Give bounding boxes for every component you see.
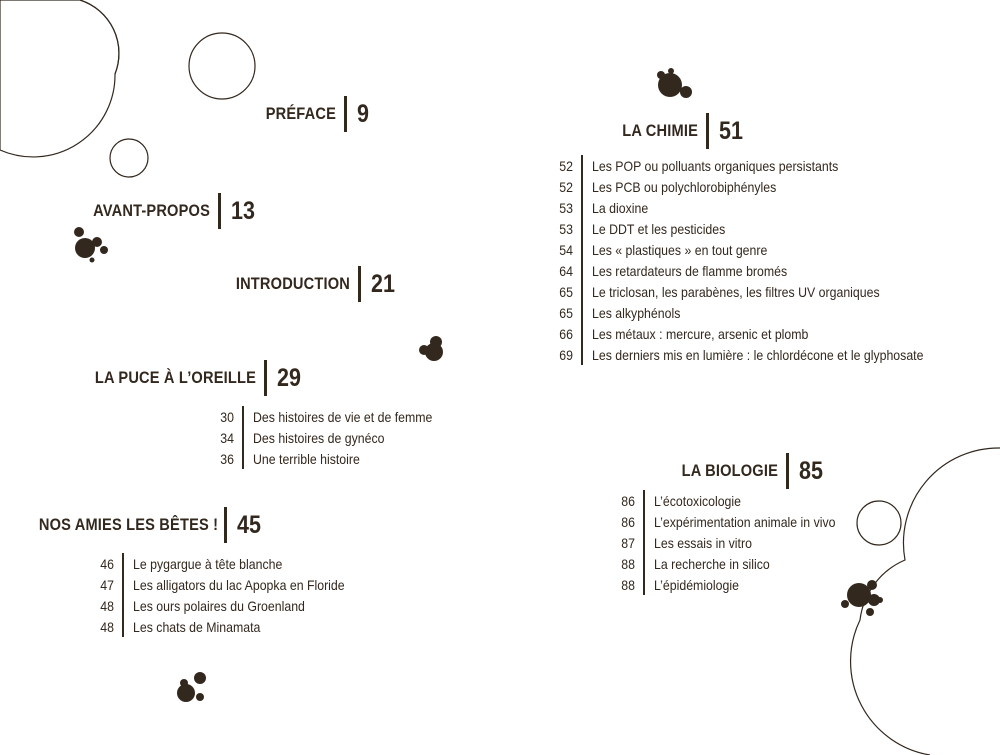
entry-page: 34 [220,429,234,446]
entry-page: 88 [621,555,635,572]
section-page-number: 45 [237,510,261,539]
entry-divider [122,616,124,637]
bubble-outline [857,501,901,545]
toc-entry [539,260,969,281]
entry-title: Des histoires de gynéco [253,429,385,446]
entry-divider [643,574,645,595]
toc-entry [539,218,969,239]
section-title: AVANT-PROPOS [93,201,210,220]
entry-page: 48 [100,618,114,635]
entry-page: 65 [559,283,573,300]
section-page-number: 85 [799,456,823,485]
section-divider [358,266,361,302]
entry-page: 47 [100,576,114,593]
entries-chimie [539,155,969,365]
entry-page: 66 [559,325,573,342]
toc-entry [539,239,969,260]
section-title: LA BIOLOGIE [681,461,778,480]
entry-divider [581,260,583,281]
entry-divider [643,532,645,553]
toc-entry [601,490,860,511]
entry-page: 53 [559,220,573,237]
entry-title: Les chats de Minamata [133,618,261,635]
section-chimie [550,113,747,149]
entry-title: Les PCB ou polychlorobiphényles [592,178,777,195]
entries-biologie [601,490,860,595]
entry-title: Une terrible histoire [253,450,360,467]
entry-divider [581,281,583,302]
entry-title: Les retardateurs de flamme bromés [592,262,788,279]
toc-entry [601,574,860,595]
entry-title: Les essais in vitro [654,534,752,551]
section-page-number: 29 [277,363,301,392]
entry-divider [581,323,583,344]
entry-title: Les derniers mis en lumière : le chlordécone et le glyphosate [592,346,924,363]
section-divider [706,113,709,149]
entry-title: Les métaux : mercure, arsenic et plomb [592,325,809,342]
entry-page: 64 [559,262,573,279]
entry-page: 46 [100,555,114,572]
toc-entry [539,176,969,197]
toc-entry [539,344,969,365]
section-betes [10,507,265,543]
section-introduction [150,266,399,302]
toc-entry [539,155,969,176]
entry-divider [122,595,124,616]
entry-page: 86 [621,513,635,530]
entry-title: La recherche in silico [654,555,770,572]
section-page-number: 9 [357,99,369,128]
entry-page: 88 [621,576,635,593]
entry-divider [581,344,583,365]
toc-entry [539,281,969,302]
entries-puce [200,406,457,469]
section-avant-propos [10,193,259,229]
entry-title: Le pygargue à tête blanche [133,555,283,572]
section-divider [786,453,789,489]
entry-divider [581,197,583,218]
ink-blob [657,68,692,98]
section-divider [344,96,347,132]
entry-page: 52 [559,178,573,195]
entry-page: 87 [621,534,635,551]
section-title: LA CHIMIE [622,121,698,140]
section-puce [50,360,305,396]
entry-divider [581,218,583,239]
large-bubble-outline [0,0,119,157]
toc-entry [80,616,373,637]
toc-entry [601,511,860,532]
entry-title: Les « plastiques » en tout genre [592,241,768,258]
large-bubble-lobe [80,0,119,74]
entry-page: 69 [559,346,573,363]
entry-divider [122,574,124,595]
section-title: LA PUCE À L’OREILLE [94,368,256,387]
toc-entry [601,553,860,574]
section-biologie [630,453,827,489]
section-title: PRÉFACE [265,104,336,123]
section-page-number: 13 [231,196,255,225]
section-title: INTRODUCTION [235,274,350,293]
entry-title: L’écotoxicologie [654,492,741,509]
entry-divider [581,302,583,323]
section-page-number: 51 [719,116,743,145]
entry-page: 86 [621,492,635,509]
entry-divider [242,427,244,448]
toc-entry [80,595,373,616]
toc-entry [601,532,860,553]
bubble-outline [110,139,148,177]
entry-title: L’épidémiologie [654,576,739,593]
entry-title: Des histoires de vie et de femme [253,408,433,425]
entry-page: 52 [559,157,573,174]
toc-entry [539,302,969,323]
entry-title: La dioxine [592,199,649,216]
entries-betes [80,553,373,637]
ink-blob [74,227,108,263]
bubble-outline [189,33,255,99]
section-title: NOS AMIES LES BÊTES ! [38,515,219,534]
entry-divider [581,176,583,197]
entry-divider [581,239,583,260]
toc-entry [200,448,457,469]
entry-title: L’expérimentation animale in vivo [654,513,836,530]
entry-page: 36 [220,450,234,467]
entry-title: Le DDT et les pesticides [592,220,726,237]
entry-page: 48 [100,597,114,614]
toc-entry [539,323,969,344]
section-divider [224,507,227,543]
entry-page: 65 [559,304,573,321]
entry-divider [242,448,244,469]
entry-divider [643,490,645,511]
ink-blob [419,336,443,361]
entry-divider [581,155,583,176]
ink-blob [177,672,206,702]
entry-page: 53 [559,199,573,216]
toc-entry [200,406,457,427]
section-divider [264,360,267,396]
section-divider [218,193,221,229]
entry-title: Le triclosan, les parabènes, les filtres UV organiques [592,283,880,300]
entry-page: 30 [220,408,234,425]
entry-title: Les ours polaires du Groenland [133,597,305,614]
entry-title: Les POP ou polluants organiques persistants [592,157,839,174]
entry-divider [643,511,645,532]
entry-divider [643,553,645,574]
entry-page: 54 [559,241,573,258]
section-preface [180,96,371,132]
toc-entry [200,427,457,448]
entry-divider [122,553,124,574]
section-page-number: 21 [371,269,395,298]
entry-divider [242,406,244,427]
entry-title: Les alligators du lac Apopka en Floride [133,576,345,593]
toc-entry [80,553,373,574]
toc-entry [539,197,969,218]
entry-title: Les alkyphénols [592,304,681,321]
toc-entry [80,574,373,595]
